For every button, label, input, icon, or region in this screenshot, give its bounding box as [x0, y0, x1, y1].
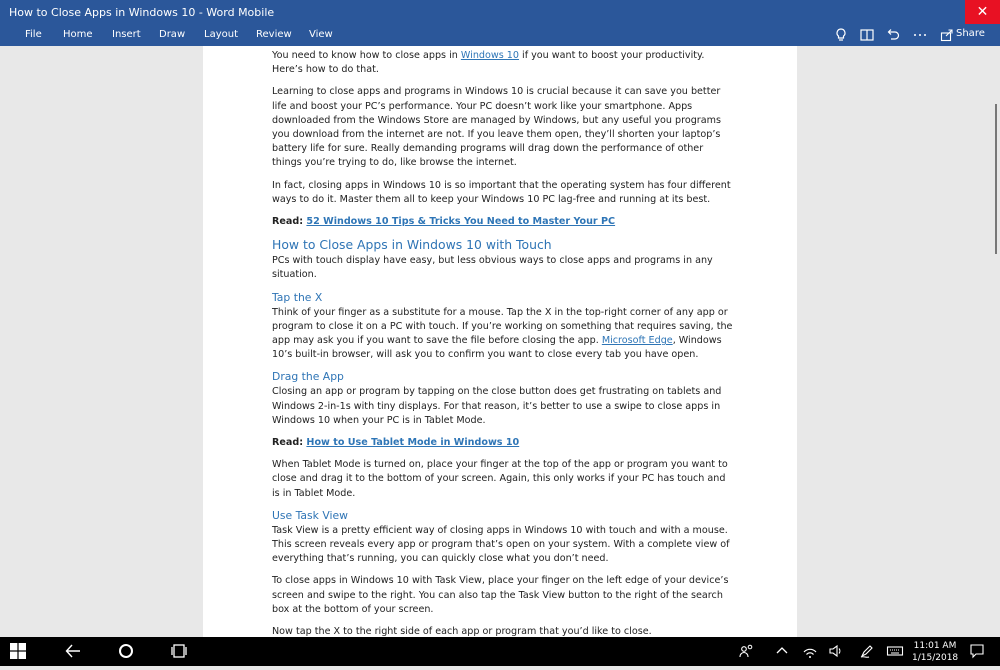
title-bar [0, 0, 1000, 24]
task-view-icon[interactable] [170, 642, 188, 662]
tab-draw[interactable]: Draw [159, 29, 186, 40]
close-button[interactable]: ✕ [965, 0, 1000, 24]
chevron-up-icon[interactable] [775, 642, 789, 662]
cortana-circle-icon[interactable] [117, 642, 135, 662]
share-icon[interactable] [940, 28, 954, 44]
heading-task-view: Use Task View [272, 508, 348, 522]
tab-view[interactable]: View [309, 29, 333, 40]
paragraph: To close apps in Windows 10 with Task View, place your finger on the left edge of your device’s screen and swipe to the right. You can also tap the Task View button to the right of the search box at the bottom of your screen. [272, 575, 729, 615]
microsoft-edge-link[interactable]: Microsoft Edge [601, 335, 673, 347]
pen-workspace-icon[interactable] [859, 642, 875, 662]
heading-tap-x: Tap the X [272, 290, 323, 304]
windows-start-icon[interactable] [10, 643, 26, 663]
paragraph: Think of your finger as a substitute for a mouse. Tap the X in the top-right corner of any app or program to close it on a PC with touch. If you’re working on something that requires saving, the app may ask you if you want to save the file before closing the app. Microsoft Edge, Windows 10’s built-in browser, will ask you to confirm you want to close every tab you have open. [272, 306, 733, 361]
undo-icon[interactable] [885, 27, 903, 43]
paragraph: Task View is a pretty efficient way of closing apps in Windows 10 with touch and with a mouse. This screen reveals every app or program that’s open on your system. With a complete view of everything that’s running, you can quickly close what you don’t need. [272, 524, 730, 565]
clock-time: 11:01 AM [913, 641, 957, 651]
tab-file[interactable]: File [25, 29, 42, 40]
paragraph: Closing an app or program by tapping on the close button does get frustrating on tablets and Windows 2-in-1s with tiny displays. For that reason, it’s better to use a swipe to close apps in Windows 10 when your PC is in Tablet Mode. [272, 386, 722, 426]
tab-insert[interactable]: Insert [112, 29, 141, 40]
paragraph: When Tablet Mode is turned on, place your finger at the top of the app or program you want to close and drag it to the bottom of your screen. Again, this only works if your PC has touch and is in Tablet Mode. [272, 459, 728, 499]
tips-tricks-link[interactable]: 52 Windows 10 Tips & Tricks You Need to Master Your PC [306, 216, 616, 228]
vertical-scrollbar[interactable] [995, 104, 997, 254]
ribbon-tabs [0, 24, 1000, 46]
volume-icon[interactable] [828, 642, 844, 662]
clock-date: 1/15/2018 [912, 653, 959, 663]
document-canvas [0, 46, 1000, 637]
tab-home[interactable]: Home [63, 29, 93, 40]
paragraph: In fact, closing apps in Windows 10 is so important that the operating system has four different ways to do it. Master them all to keep your Windows 10 PC lag-free and running at its best. [272, 179, 731, 205]
lightbulb-icon[interactable] [833, 27, 851, 43]
more-options-icon[interactable] [912, 27, 930, 43]
windows-10-link[interactable]: Windows 10 [460, 50, 519, 61]
action-center-icon[interactable] [969, 642, 985, 662]
wifi-icon[interactable] [802, 642, 818, 662]
tablet-mode-link[interactable]: How to Use Tablet Mode in Windows 10 [306, 437, 520, 449]
document-page[interactable] [203, 46, 797, 646]
paragraph: PCs with touch display have easy, but less obvious ways to close apps and programs in any situation. [272, 255, 713, 281]
system-clock[interactable] [912, 640, 958, 664]
paragraph: You need to know how to close apps in Windows 10 if you want to boost your productivity. Here’s how to do that. [272, 50, 705, 76]
document-body[interactable] [272, 49, 734, 670]
tab-review[interactable]: Review [256, 29, 292, 40]
read-more: Read: 52 Windows 10 Tips & Tricks You Need to Master Your PC [272, 216, 616, 228]
taskbar [0, 637, 1000, 666]
people-icon[interactable] [739, 642, 755, 662]
share-button[interactable]: Share [956, 28, 985, 39]
paragraph: Learning to close apps and programs in Windows 10 is crucial because it can save you better life and boost your PC’s performance. Your PC doesn’t work like your smartphone. Apps downloaded from the Windows Store are managed by Windows, but any useful you programs you download from the internet are not. If you leave them open, they’ll shorten your laptop’s battery life for sure. Really demanding programs will drag down the performance of other things you’re trying to do, like browse the internet. [272, 86, 721, 169]
touch-keyboard-icon[interactable] [886, 642, 904, 662]
paragraph: Now tap the X to the right side of each app or program that you’d like to close. [272, 626, 652, 638]
read-more: Read: How to Use Tablet Mode in Windows 10 [272, 437, 520, 449]
back-arrow-icon[interactable] [64, 642, 82, 662]
heading-drag-app: Drag the App [272, 370, 344, 384]
reading-mode-icon[interactable] [859, 27, 877, 43]
heading-touch: How to Close Apps in Windows 10 with Touch [272, 237, 552, 253]
window-title: How to Close Apps in Windows 10 - Word Mobile [9, 6, 275, 19]
tab-layout[interactable]: Layout [204, 29, 238, 40]
